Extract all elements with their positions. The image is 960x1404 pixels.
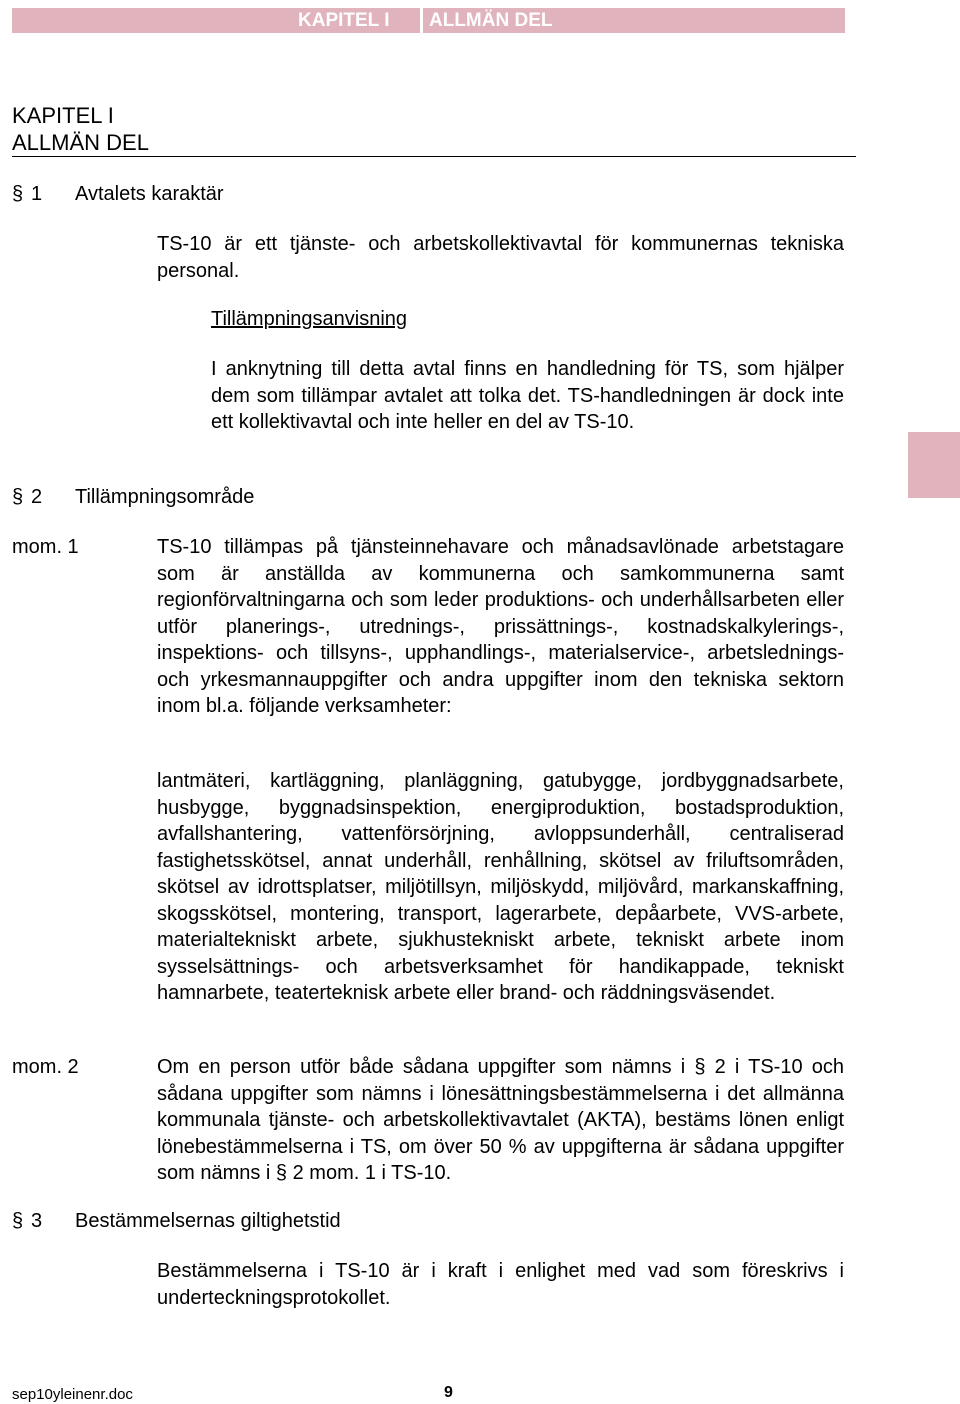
header-chapter: KAPITEL I xyxy=(298,10,390,31)
mom2-text: Om en person utför både sådana uppgifter som nämns i § 2 i TS-10 och sådana uppgifter som nämns i lönesättningsbestämmelserna i det allmänna kommunala tjänste- och arbetskollektivavtalet (AKTA), bestäms lönen enligt lönebestämmelserna i TS, om över 50 % av uppgifterna är sådana uppgifter som nämns i § 2 mom. 1 i TS-10. xyxy=(157,1056,844,1184)
section3-text: Bestämmelserna i TS-10 är i kraft i enlighet med vad som föreskrivs i underteckningsprotokollet. xyxy=(157,1260,844,1309)
section1-text: TS-10 är ett tjänste- och arbetskollektivavtal för kommunernas tekniska personal. xyxy=(157,233,844,282)
note-heading: Tillämpningsanvisning xyxy=(211,308,408,330)
chapter-subtitle: ALLMÄN DEL xyxy=(12,130,149,155)
section-number: 3 xyxy=(31,1210,43,1232)
section-heading: Bestämmelsernas giltighetstid xyxy=(75,1210,341,1232)
header-part: ALLMÄN DEL xyxy=(429,10,553,31)
page-number: 9 xyxy=(444,1384,453,1401)
mom1-text: TS-10 tillämpas på tjänsteinnehavare och månadsavlönade arbetstagare som är anställda av kommunerna och samkommunerna samt regionförvaltningarna och som leder produktions- och underhållsarbeten eller utför planerings-, utrednings-, prissättnings-, kostnadskalkylerings-, inspektions- och tillsyns-, upphandlings-, materialservice-, arbetslednings- och yrkesmannauppgifter och andra uppgifter inom den tekniska sektorn inom bl.a. följande verksamheter: xyxy=(157,536,844,717)
mom-label: mom. 1 xyxy=(12,536,79,558)
title-rule xyxy=(12,156,856,157)
section-heading: Tillämpningsområde xyxy=(75,486,255,508)
activity-list: lantmäteri, kartläggning, planläggning, gatubygge, jordbyggnadsarbete, husbygge, byggnadsinspektion, energiproduktion, bostadsproduktion, avfallshantering, vattenförsörjning, avloppsunderhåll, centraliserad fastighetsskötsel, annat underhåll, renhållning, skötsel av friluftsområden, skötsel av idrottsplatser, miljötillsyn, miljöskydd, miljövård, markanskaffning, skogsskötsel, montering, transport, lagerarbete, depåarbete, VVS-arbete, materialtekniskt arbete, sjukhustekniskt arbete, tekniskt arbete inom sysselsättnings- och arbetsverksamhet för handikappade, tekniskt hamnarbete, teaterteknisk arbete eller brand- och räddningsväsendet. xyxy=(157,770,844,1004)
section-number: 2 xyxy=(31,486,43,508)
section-number: 1 xyxy=(31,183,43,205)
header-divider xyxy=(420,8,423,33)
side-tab-marker xyxy=(908,432,960,498)
mom-label: mom. 2 xyxy=(12,1056,79,1078)
section-mark: § xyxy=(12,486,24,508)
section-mark: § xyxy=(12,183,24,205)
section-heading: Avtalets karaktär xyxy=(75,183,224,205)
section-mark: § xyxy=(12,1210,24,1232)
footer-filename: sep10yleinenr.doc xyxy=(12,1386,133,1403)
chapter-title: KAPITEL I xyxy=(12,103,114,128)
note-text: I anknytning till detta avtal finns en handledning för TS, som hjälper dem som tillämpar avtalet att tolka det. TS-handledningen är dock inte ett kollektivavtal och inte heller en del av TS-10. xyxy=(211,358,844,433)
